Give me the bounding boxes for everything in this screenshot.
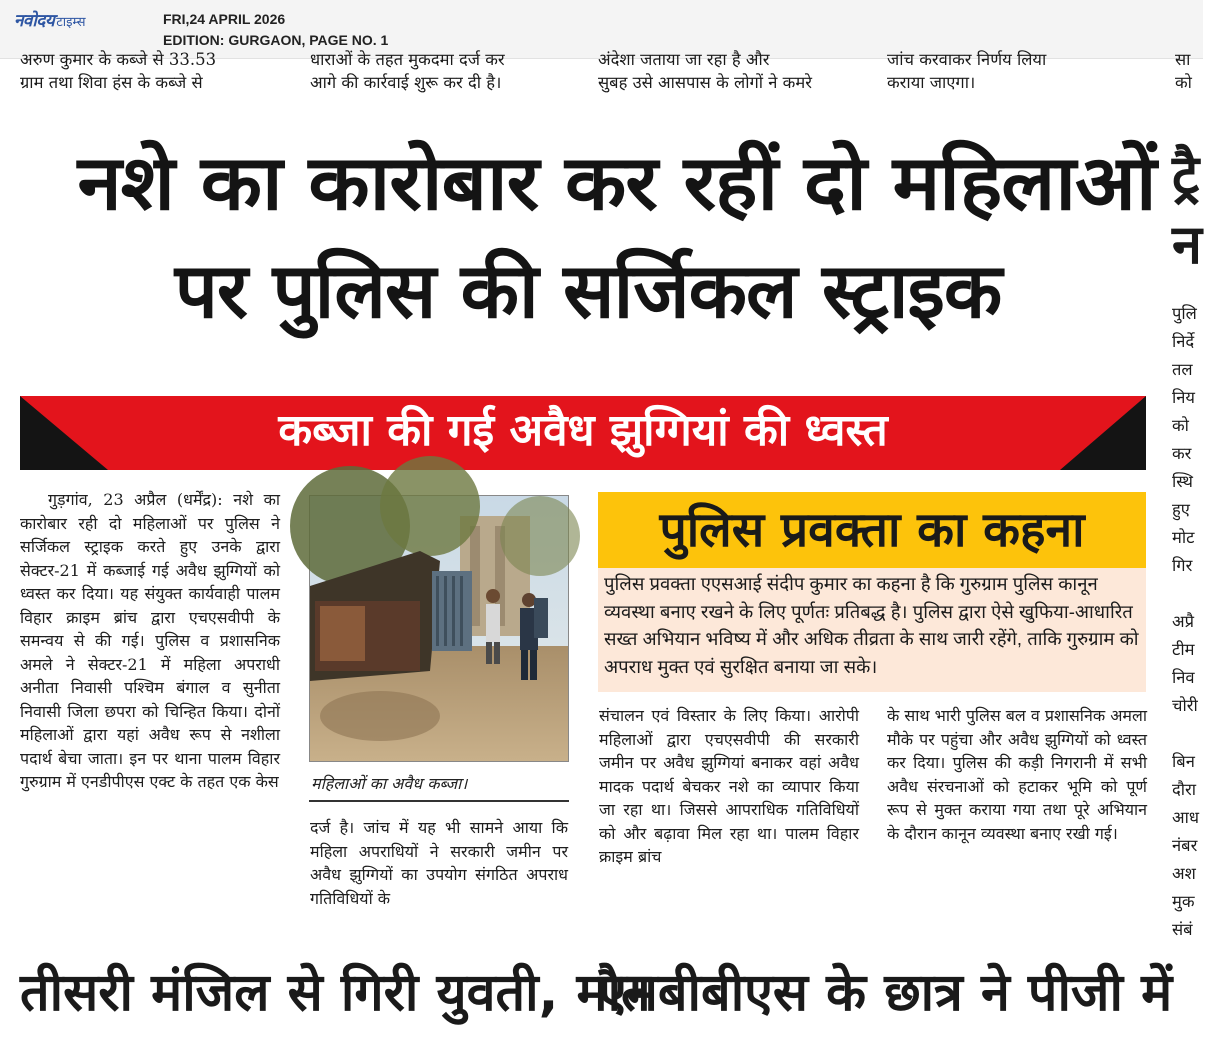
fragment-line: नंबर <box>1172 836 1198 855</box>
strip-line: जांच करवाकर निर्णय लिया <box>887 50 1047 69</box>
caption-divider <box>309 800 569 802</box>
strip-line: ग्राम तथा शिवा हंस के कब्जे से <box>20 73 203 92</box>
article-text: संचालन एवं विस्तार के लिए किया। आरोपी महिलाओं द्वारा एचएसवीपी की सरकारी जमीन पर अवैध झुग्गियां बनाकर वहां अवैध मादक पदार्थ बेचकर नशे का व्यापार किया जा रहा था। जिससे आपराधिक गतिविधियों को और बढ़ावा मिल रहा था। पालम विहार क्राइम ब्रांच <box>599 706 859 866</box>
top-strip-col5 <box>1175 48 1203 100</box>
fragment-line: हुए <box>1172 500 1190 519</box>
spokesperson-text: पुलिस प्रवक्ता एएसआई संदीप कुमार का कहना है कि गुरुग्राम पुलिस कानून व्यवस्था बनाए रखने के लिए पूर्णतः प्रतिबद्ध है। पुलिस द्वारा ऐसे खुफिया-आधारित सख्त अभियान भविष्य में और अधिक तीव्रता के साथ जारी रहेंगे, ताकि गुरुग्राम को अपराध मुक्त एवं सुरक्षित बनाया जा सके। <box>604 573 1139 677</box>
news-photo <box>309 495 569 762</box>
headline-line-2: पर पुलिस की सर्जिकल स्ट्राइक <box>174 246 1002 335</box>
top-strip-col1 <box>20 48 282 100</box>
article-text: के साथ भारी पुलिस बल व प्रशासनिक अमला मौके पर पहुंचा और अवैध झुग्गियों को ध्वस्त कर दिया। पुलिस की कड़ी निगरानी में सभी अवैध संरचनाओं को हटाकर भूमि को पूर्ण रूप से मुक्त कराया गया तथा पूरे अभियान के दौरान कानून व्यवस्था बनाए रखी गई। <box>887 706 1147 843</box>
article-column-2 <box>310 816 568 926</box>
top-strip-col3 <box>598 48 860 100</box>
edition-label: EDITION: GURGAON, PAGE NO. 1 <box>163 32 389 48</box>
fragment-line <box>1172 720 1212 748</box>
spokesperson-heading: पुलिस प्रवक्ता का कहना <box>659 502 1085 558</box>
slum-photo-illustration <box>310 496 568 761</box>
fragment-line: आध <box>1172 808 1200 827</box>
next-headline-right: एमबीबीएस के छात्र ने पीजी में <box>598 963 1173 1023</box>
fragment-line: गिर <box>1172 556 1193 575</box>
fragment-line: न <box>1172 213 1202 276</box>
fragment-line: मोट <box>1172 528 1195 547</box>
article-column-4 <box>887 704 1147 944</box>
adjacent-story-column <box>1172 300 1212 944</box>
fragment-line: को <box>1172 416 1189 435</box>
fragment-line: निर्दे <box>1172 332 1195 351</box>
fragment-line: टीम <box>1172 640 1195 659</box>
fragment-line: बिन <box>1172 752 1195 771</box>
fragment-line: पुलि <box>1172 304 1197 323</box>
logo-text: नवोदय <box>14 11 55 31</box>
next-headline-left: तीसरी मंजिल से गिरी युवती, मौत <box>20 963 651 1023</box>
logo-subtext: टाइम्स <box>56 15 86 30</box>
top-strip-col2 <box>310 48 572 100</box>
strip-line: सुबह उसे आसपास के लोगों ने कमरे <box>598 73 812 92</box>
fragment-line: ट्रै <box>1172 143 1200 206</box>
article-text: दर्ज है। जांच में यह भी सामने आया कि महिला अपराधियों ने सरकारी जमीन पर अवैध झुग्गियों का उपयोग संगठित अपराध गतिविधियों के <box>310 818 568 908</box>
edition-info <box>163 9 388 51</box>
fragment-line: दौरा <box>1172 780 1197 799</box>
article-column-1 <box>20 488 280 926</box>
strip-line: आगे की कार्रवाई शुरू कर दी है। <box>310 73 502 92</box>
adjacent-headline-fragment <box>1172 140 1212 290</box>
headline-line-1: नशे का कारोबार कर रहीं दो महिलाओं <box>77 138 1156 227</box>
newspaper-logo <box>14 8 86 31</box>
fragment-line: चोरी <box>1172 696 1198 715</box>
fragment-line: निय <box>1172 388 1196 407</box>
issue-date: FRI,24 APRIL 2026 <box>163 11 286 27</box>
fragment-line <box>1172 580 1212 608</box>
fragment-line: मुक <box>1172 892 1195 911</box>
fragment-line: संबं <box>1172 920 1193 939</box>
fragment-line: तल <box>1172 360 1193 379</box>
strip-line: अंदेशा जताया जा रहा है और <box>598 50 770 69</box>
strip-line: को <box>1175 73 1192 92</box>
fragment-line: अश <box>1172 864 1196 883</box>
article-text: गुड़गांव, 23 अप्रैल (धर्मेंद्र): नशे का कारोबार रही दो महिलाओं पर पुलिस ने सर्जिकल स्ट्राइक करते हुए उनके द्वारा सेक्टर-21 में कब्जाई गई अवैध झुग्गियों को ध्वस्त कर दिया। यह संयुक्त कार्यवाही पालम विहार क्राइम ब्रांच द्वारा एचएसवीपी के समन्वय से की गई। पुलिस व प्रशासनिक अमले ने सेक्टर-21 में महिला अपराधी अनीता निवासी पश्चिम बंगाल व सुनीता निवासी जिला छपरा को चिन्हित किया। दोनों महिलाओं द्वारा यहां अवैध रूप से नशीला पदार्थ बेचा जाता। इन पर थाना पालम विहार गुरुग्राम में एनडीपीएस एक्ट के तहत एक केस <box>20 490 280 791</box>
photo-caption: महिलाओं का अवैध कब्जा। <box>311 774 468 793</box>
strip-line: सा <box>1175 50 1191 69</box>
article-column-3 <box>599 704 859 944</box>
strip-line: धाराओं के तहत मुकदमा दर्ज कर <box>310 50 505 69</box>
strip-line: कराया जाएगा। <box>887 73 976 92</box>
fragment-line: स्थि <box>1172 472 1193 491</box>
fragment-line: अप्रै <box>1172 612 1194 631</box>
top-strip-col4 <box>887 48 1149 100</box>
fragment-line: निव <box>1172 668 1195 687</box>
strip-line: अरुण कुमार के कब्जे से 33.53 <box>20 50 217 69</box>
fragment-line: कर <box>1172 444 1192 463</box>
subheadline: कब्जा की गई अवैध झुग्गियां की ध्वस्त <box>278 405 888 456</box>
